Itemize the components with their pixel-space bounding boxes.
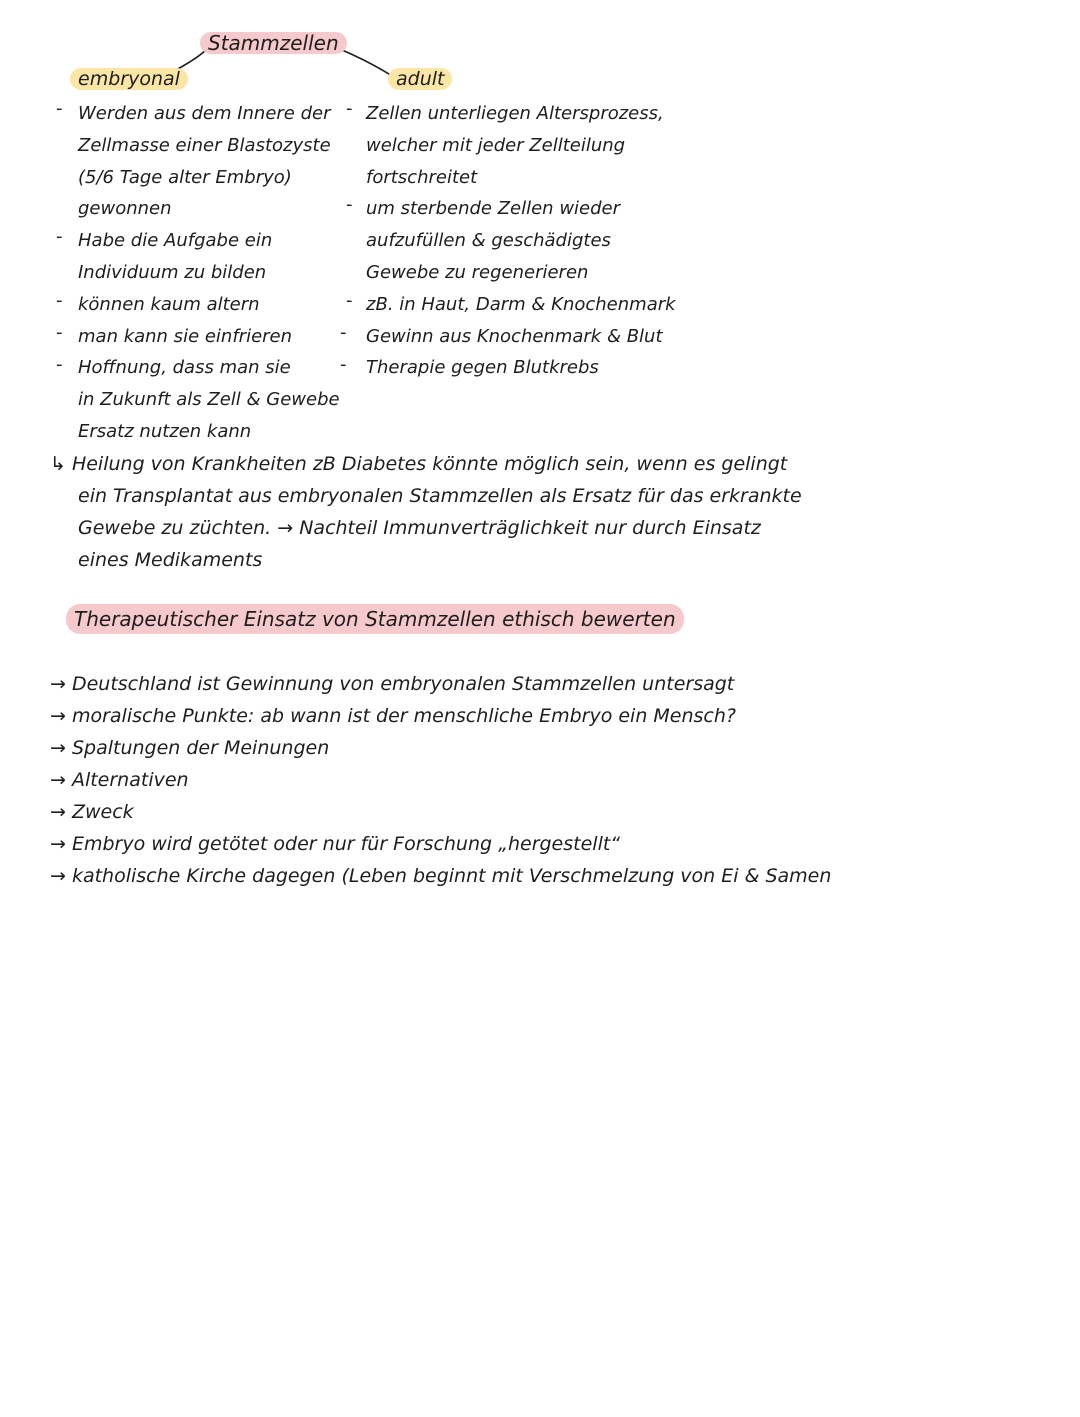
paragraph-line: ein Transplantat aus embryonalen Stammzellen als Ersatz für das erkrankte: [78, 485, 802, 507]
list-item: gewonnen: [78, 198, 172, 220]
bullet-dash: -: [340, 322, 347, 343]
list-item: zB. in Haut, Darm & Knochenmark: [366, 293, 676, 315]
paragraph-line: ↳ Heilung von Krankheiten zB Diabetes könnte möglich sein, wenn es gelingt: [50, 453, 788, 475]
list-item: Werden aus dem Innere der: [78, 103, 331, 124]
ethics-point: → Deutschland ist Gewinnung von embryonalen Stammzellen untersagt: [50, 673, 735, 695]
embryonal-heading-label: embryonal: [70, 68, 188, 90]
list-item: Therapie gegen Blutkrebs: [366, 357, 599, 379]
connector-right: [342, 50, 392, 76]
adult-heading: [388, 68, 452, 90]
list-item: können kaum altern: [78, 293, 260, 315]
list-item: Hoffnung, dass man sie: [78, 357, 291, 379]
list-item: Ersatz nutzen kann: [78, 420, 252, 442]
bullet-dash: -: [346, 290, 353, 311]
ethics-point: → Embryo wird getötet oder nur für Forschung „hergestellt“: [50, 833, 621, 855]
ethics-title: [66, 604, 684, 634]
list-item: Zellen unterliegen Altersprozess,: [366, 103, 664, 124]
adult-list: [366, 98, 676, 384]
adult-heading-label: adult: [388, 68, 452, 90]
list-item: Zellmasse einer Blastozyste: [78, 134, 331, 156]
list-item: aufzufüllen & geschädigtes: [366, 230, 611, 252]
paragraph-line: Gewebe zu züchten. → Nachteil Immunverträglichkeit nur durch Einsatz: [78, 517, 761, 539]
bullet-dash: -: [56, 98, 63, 119]
bullet-dash: -: [340, 354, 347, 375]
embryonal-heading: [70, 68, 188, 90]
list-item: Habe die Aufgabe ein: [78, 230, 273, 252]
list-item: fortschreitet: [366, 166, 478, 188]
conclusion-paragraph: [50, 448, 802, 576]
list-item: Gewebe zu regenerieren: [366, 261, 589, 283]
bullet-dash: -: [56, 322, 63, 343]
bullet-dash: -: [56, 226, 63, 247]
center-node: [200, 32, 347, 54]
list-item: welcher mit jeder Zellteilung: [366, 134, 626, 156]
list-item: um sterbende Zellen wieder: [366, 198, 621, 220]
ethics-point: → moralische Punkte: ab wann ist der menschliche Embryo ein Mensch?: [50, 705, 737, 727]
ethics-point: → Zweck: [50, 801, 134, 823]
bullet-dash: -: [346, 98, 353, 119]
list-item: Individuum zu bilden: [78, 261, 267, 283]
list-item: man kann sie einfrieren: [78, 325, 293, 347]
list-item: in Zukunft als Zell & Gewebe: [78, 389, 340, 411]
paragraph-line: eines Medikaments: [78, 549, 263, 571]
ethics-point: → katholische Kirche dagegen (Leben beginnt mit Verschmelzung von Ei & Samen: [50, 865, 832, 887]
bullet-dash: -: [56, 290, 63, 311]
bullet-dash: -: [346, 194, 353, 215]
ethics-title-label: Therapeutischer Einsatz von Stammzellen ethisch bewerten: [66, 604, 684, 634]
bullet-dash: -: [56, 354, 63, 375]
list-item: (5/6 Tage alter Embryo): [78, 166, 292, 188]
embryonal-list: [78, 98, 340, 448]
ethics-point: → Spaltungen der Meinungen: [50, 737, 330, 759]
list-item: Gewinn aus Knochenmark & Blut: [366, 325, 663, 347]
ethics-point: → Alternativen: [50, 769, 189, 791]
center-node-label: Stammzellen: [200, 32, 347, 54]
ethics-points-list: [50, 668, 831, 892]
